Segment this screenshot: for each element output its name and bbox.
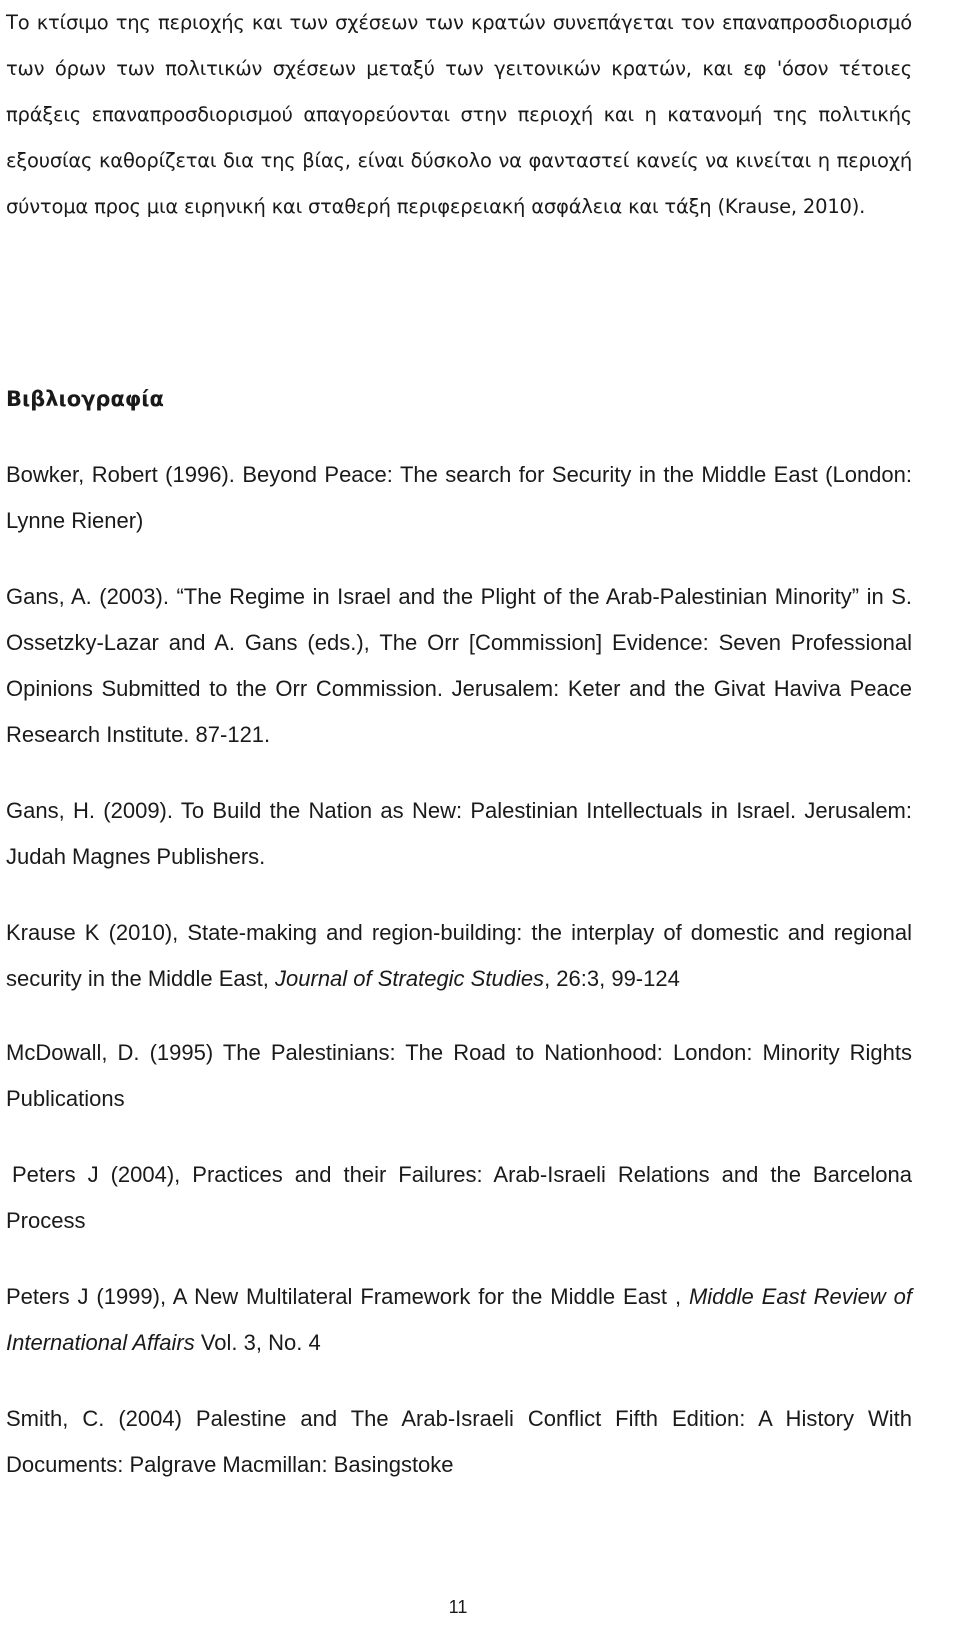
reference-gans-h <box>6 788 912 880</box>
reference-peters-2004 <box>6 1152 912 1244</box>
intro-paragraph: Το κτίσιμο της περιοχής και των σχέσεων των κρατών συνεπάγεται τον επαναπροσδιορισμό των όρων των πολιτικών σχέσεων μεταξύ των γειτονικών κρατών, και εφ 'όσον τέτοιες πράξεις επαναπροσδιορισμού απαγορεύονται στην περιοχή και η κατανομή της πολιτικής εξουσίας καθορίζεται δια της βίας, είναι δύσκολο να φανταστεί κανείς να κινείται η περιοχή σύντομα προς μια ειρηνική και σταθερή περιφερειακή ασφάλεια και τάξη (Krause, 2010). <box>6 11 912 218</box>
reference-text: Gans, H. (2009). To Build the Nation as New: Palestinian Intellectuals in Israel. Jerusalem: Judah Magnes Publishers. <box>6 798 912 869</box>
reference-journal: Middle East Review of International Affairs <box>6 1284 912 1355</box>
reference-text: Smith, C. (2004) Palestine and The Arab-Israeli Conflict Fifth Edition: A History With Documents: Palgrave Macmillan: Basingstoke <box>6 1406 912 1477</box>
reference-mcdowall <box>6 1030 912 1122</box>
reference-bowker <box>6 452 912 544</box>
reference-smith <box>6 1396 912 1488</box>
reference-journal: Journal of Strategic Studies <box>275 966 545 991</box>
reference-text-end: , 26:3, 99-124 <box>544 966 680 991</box>
bibliography-list <box>6 452 912 1488</box>
reference-text: Bowker, Robert (1996). Beyond Peace: The search for Security in the Middle East (London: Lynne Riener) <box>6 462 912 533</box>
reference-text-end: Vol. 3, No. 4 <box>194 1330 321 1355</box>
reference-gans-a <box>6 574 912 758</box>
page-number: 11 <box>448 1597 468 1617</box>
reference-krause <box>6 910 912 1002</box>
document-page <box>6 0 912 1477</box>
reference-peters-1999 <box>6 1274 912 1366</box>
reference-text: Peters J (2004), Practices and their Failures: Arab-Israeli Relations and the Barcelona Process <box>6 1162 912 1233</box>
bibliography-heading: Βιβλιογραφία <box>6 387 164 411</box>
reference-text: Peters J (1999), A New Multilateral Framework for the Middle East , <box>6 1284 689 1309</box>
reference-text: Krause K (2010), State-making and region-building: the interplay of domestic and regional security in the Middle East, <box>6 920 912 991</box>
reference-text: Gans, A. (2003). “The Regime in Israel and the Plight of the Arab-Palestinian Minority” in S. Ossetzky-Lazar and A. Gans (eds.), The Orr [Commission] Evidence: Seven Professional Opinions Submitted to the Orr Commission. Jerusalem: Keter and the Givat Haviva Peace Research Institute. 87-121. <box>6 584 912 747</box>
reference-text: McDowall, D. (1995) The Palestinians: The Road to Nationhood: London: Minority Rights Publications <box>6 1040 912 1111</box>
